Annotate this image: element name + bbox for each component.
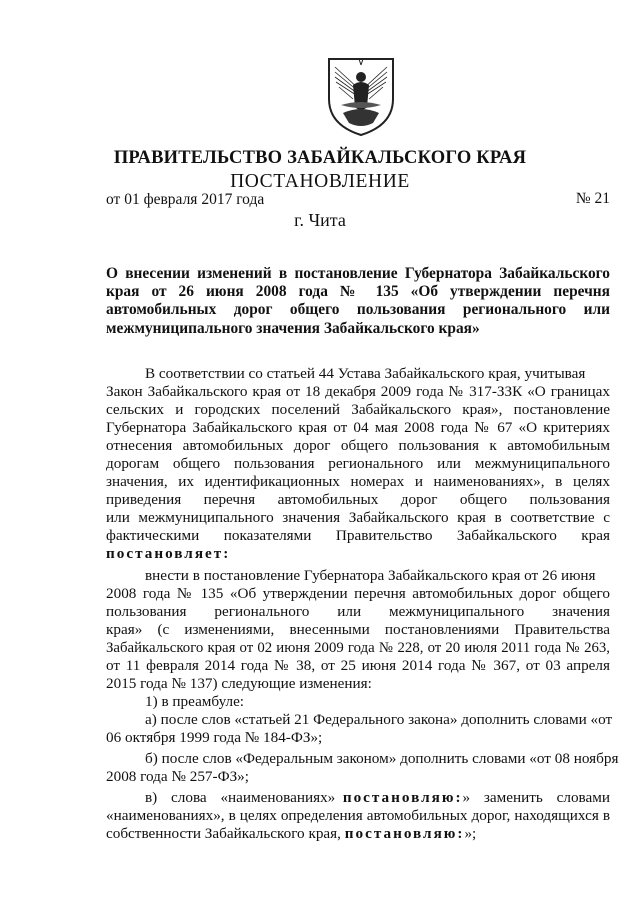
zabaikalsky-krai-coat-of-arms-icon bbox=[323, 55, 399, 137]
item-v-part4: собственности Забайкальского края, bbox=[106, 825, 341, 842]
preamble-line: В соответствии со статьей 44 Устава Забайкальского края, учитывая bbox=[145, 365, 586, 382]
document-title bbox=[106, 265, 610, 338]
government-name: ПРАВИТЕЛЬСТВО ЗАБАЙКАЛЬСКОГО КРАЯ bbox=[113, 148, 527, 168]
list-item: а) после слов «статьей 21 Федерального закона» дополнить словами «от bbox=[145, 711, 613, 728]
document-date: от 01 февраля 2017 года bbox=[106, 191, 265, 208]
item-v-part3: » заменить словами bbox=[462, 789, 610, 806]
list-item: «наименованиях», в целях определения автомобильных дорог, находящихся в bbox=[106, 807, 610, 824]
body-line: от 11 февраля 2014 года № 38, от 25 июня 2014 года № 367, от 03 апреля bbox=[106, 657, 610, 674]
list-item: 1) в преамбуле: bbox=[145, 693, 245, 710]
resolves-keyword: постановляет: bbox=[106, 545, 231, 562]
preamble-line: Закон Забайкальского края от 18 декабря 2009 года № 317-ЗЗК «О границах bbox=[106, 383, 610, 400]
body-line: 2015 года № 137) следующие изменения: bbox=[106, 675, 372, 692]
preamble-line: приведения перечня автомобильных дорог общего пользования bbox=[106, 491, 610, 508]
item-v-part2 bbox=[343, 789, 610, 807]
preamble-line: сельских и городских поселений Забайкальского края», постановление bbox=[106, 401, 610, 418]
resolves-keyword: постановляю: bbox=[344, 825, 465, 842]
body-line: 2008 года № 135 «Об утверждении перечня автомобильных дорог общего bbox=[106, 585, 610, 602]
body-line: Забайкальского края от 02 июня 2009 года № 228, от 20 июля 2011 года № 263, bbox=[106, 640, 610, 656]
document-city: г. Чита bbox=[294, 210, 346, 230]
preamble-line: или межмуниципального значения Забайкальского края в соответствие с bbox=[106, 509, 610, 526]
list-item: б) после слов «Федеральным законом» дополнить словами «от 08 ноября bbox=[145, 750, 619, 767]
preamble-line: фактическими показателями Правительство Забайкальского края bbox=[106, 527, 610, 544]
body-line: края» (с изменениями, внесенными постановлениями Правительства bbox=[106, 621, 610, 638]
document-type: ПОСТАНОВЛЕНИЕ bbox=[230, 171, 410, 192]
preamble-line: значения, их идентификационных номерах и наименованиях», в целях bbox=[106, 473, 610, 490]
list-item: 06 октября 1999 года № 184-ФЗ»; bbox=[106, 729, 323, 746]
body-line: пользования регионального или межмуниципального значения bbox=[106, 603, 610, 620]
list-item bbox=[145, 789, 610, 807]
preamble-line: отнесения автомобильных дорог общего пользования к автомобильным bbox=[106, 437, 610, 454]
document-number: № 21 bbox=[575, 190, 610, 207]
preamble-line: Губернатора Забайкальского края от 04 мая 2008 года № 67 «О критериях bbox=[106, 419, 610, 436]
preamble-line: дорогам общего пользования регионального или межмуниципального bbox=[106, 455, 610, 472]
title-text: О внесении изменений в постановление Губернатора Забайкальского края от 26 июня 2008 года № 135 «Об утверждении перечня автомобильных дорог общего пользования регионального или межмуниципального значения Забайкальского края» bbox=[106, 265, 610, 337]
resolves-keyword: постановляю: bbox=[342, 789, 463, 806]
list-item: 2008 года № 257-ФЗ»; bbox=[106, 768, 249, 785]
list-item bbox=[106, 825, 610, 843]
item-v-part1: в) слова «наименованиях» bbox=[145, 789, 336, 806]
item-v-part5: »; bbox=[464, 825, 477, 842]
body-line: внести в постановление Губернатора Забайкальского края от 26 июня bbox=[145, 567, 596, 584]
